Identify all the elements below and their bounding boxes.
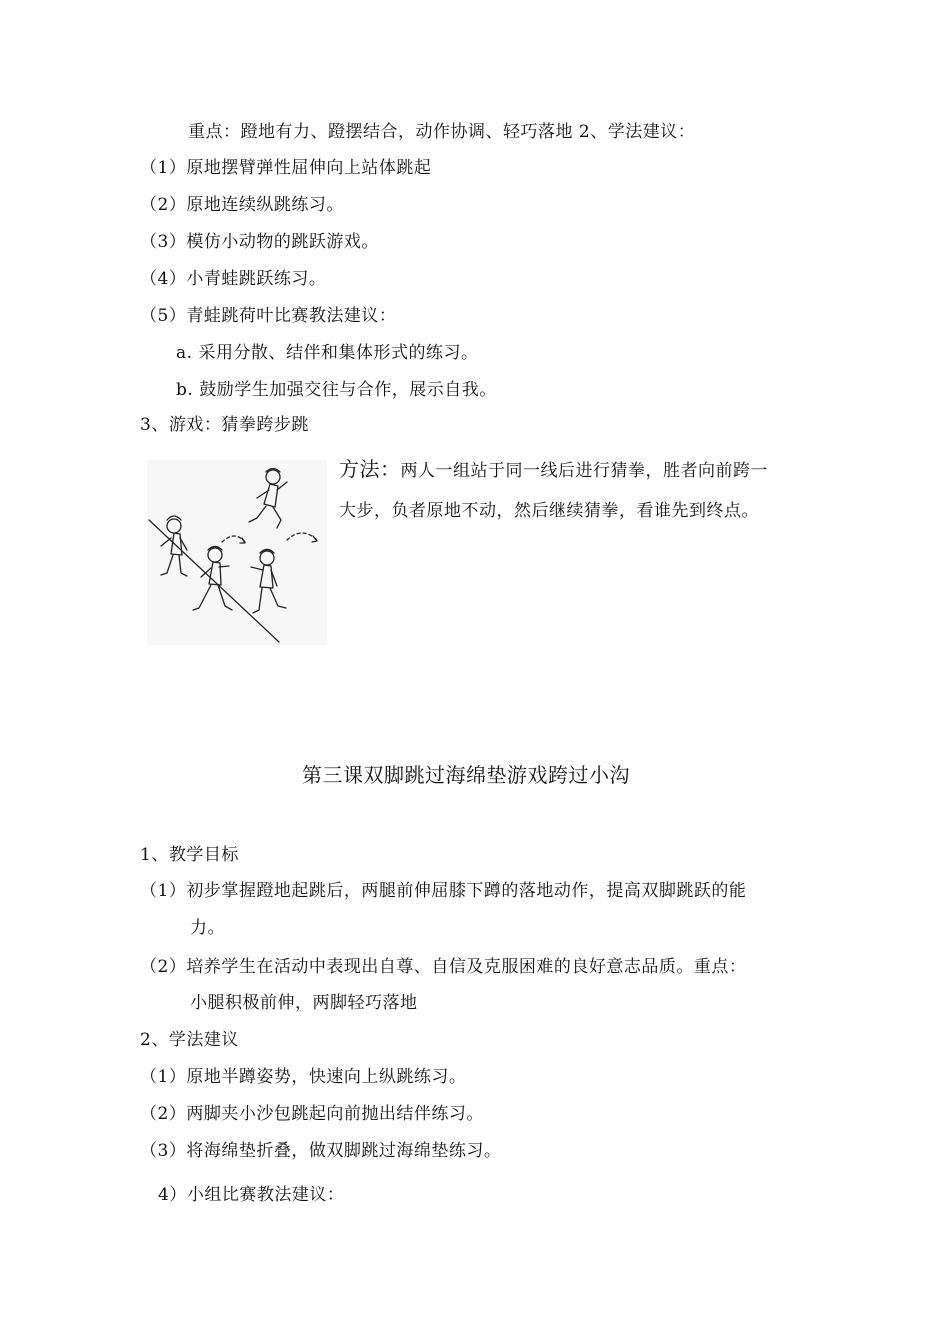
- method-line-2: 大步，负者原地不动，然后继续猜拳，看谁先到终点。: [339, 501, 759, 521]
- list-item: （1）原地半蹲姿势，快速向上纵跳练习。: [140, 1067, 467, 1087]
- list-item: （2）原地连续纵跳练习。: [140, 195, 344, 215]
- suggestion-item: a. 采用分散、结伴和集体形式的练习。: [176, 343, 479, 363]
- list-item: （3）将海绵垫折叠，做双脚跳过海绵垫练习。: [140, 1141, 502, 1161]
- goal-1-line-1: （1）初步掌握蹬地起跳后，两腿前伸屈膝下蹲的落地动作，提高双脚跳跃的能: [140, 881, 747, 901]
- key-points-line: 重点：蹬地有力、蹬摆结合，动作协调、轻巧落地 2、学法建议：: [188, 122, 696, 142]
- list-item: （3）模仿小动物的跳跃游戏。: [140, 232, 379, 252]
- list-item: （4）小青蛙跳跃练习。: [140, 269, 327, 289]
- goal-heading: 1、教学目标: [140, 845, 239, 865]
- list-item: （5）青蛙跳荷叶比赛教法建议：: [140, 306, 397, 326]
- goal-2-line-2: 小腿积极前伸，两脚轻巧落地: [190, 993, 418, 1013]
- game-illustration: [147, 460, 327, 645]
- game-heading: 3、游戏：猜拳跨步跳: [140, 415, 309, 435]
- list-item: 4）小组比赛教法建议：: [158, 1185, 345, 1205]
- suggestion-item: b. 鼓励学生加强交往与合作，展示自我。: [176, 380, 497, 400]
- method-label: 方法：: [339, 457, 401, 481]
- goal-1-line-2: 力。: [190, 918, 225, 938]
- goal-2-line-1: （2）培养学生在活动中表现出自尊、自信及克服困难的良好意志品质。重点：: [140, 957, 747, 977]
- list-item: （2）两脚夹小沙包跳起向前抛出结伴练习。: [140, 1104, 484, 1124]
- list-item: （1）原地摆臂弹性屈伸向上站体跳起: [140, 158, 432, 178]
- lesson-title: 第三课双脚跳过海绵垫游戏跨过小沟: [302, 763, 630, 787]
- method-text-1: 两人一组站于同一线后进行猜拳，胜者向前跨一: [400, 461, 768, 481]
- method-line-1: [339, 458, 768, 482]
- method-heading: 2、学法建议: [140, 1030, 239, 1050]
